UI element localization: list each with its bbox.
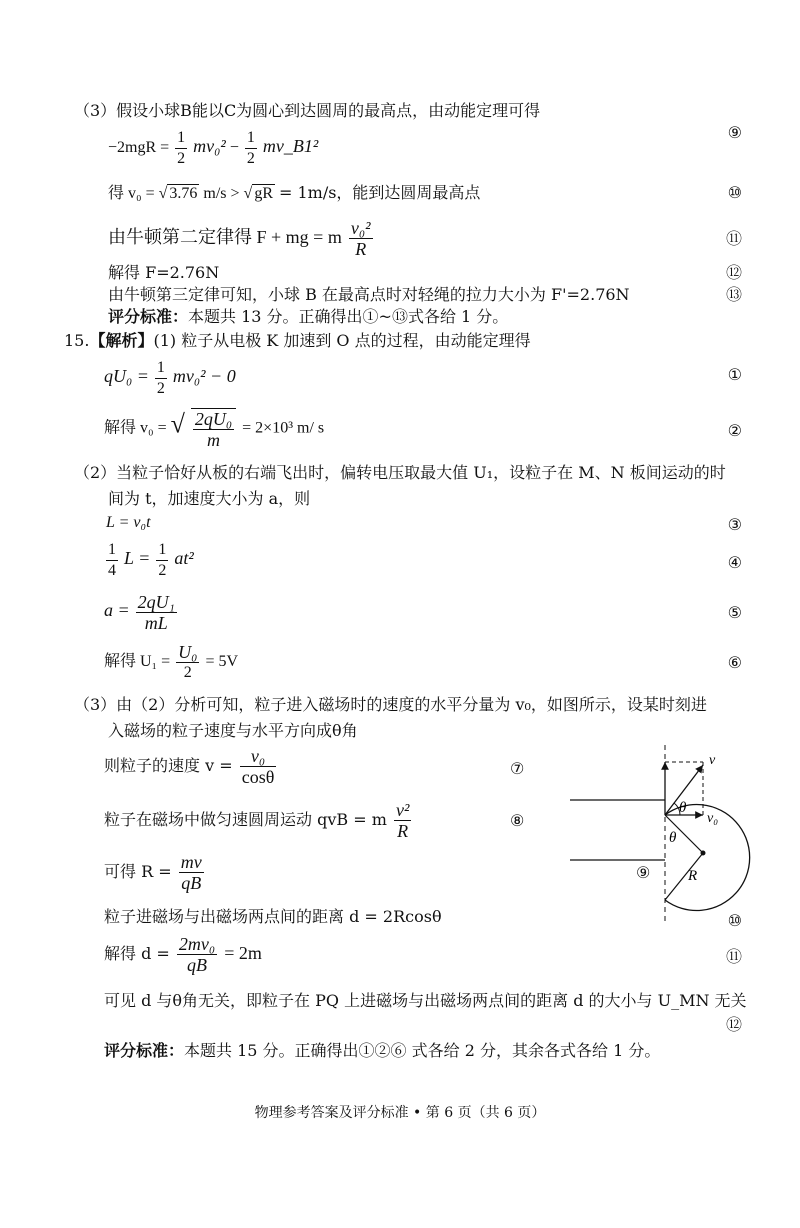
eq9-frac2: $\frac{1}{2}$ xyxy=(246,129,255,167)
eq1-frac: $\frac{1}{2}$ xyxy=(156,359,165,397)
score2-text: 本题共 15 分。正确得出①②⑥ 式各给 2 分，其余各式各给 1 分。 xyxy=(184,1041,661,1060)
eq9-term1: mv₀² xyxy=(193,136,226,157)
eq11b-number: ⑪ xyxy=(725,947,742,966)
eq2-number: ② xyxy=(727,421,742,440)
eq7-lhs: 则粒子的速度 v = xyxy=(104,756,233,775)
eq11-text: 由牛顿第二定律得 F + mg = m xyxy=(108,227,342,247)
magnetic-field-figure xyxy=(560,740,770,940)
eq1-number: ① xyxy=(727,365,742,384)
eq4-equation xyxy=(104,540,194,581)
eq11b-equation xyxy=(104,934,262,975)
eq10-text2: m/s > xyxy=(203,185,240,202)
eq4-mid: L = xyxy=(124,548,151,569)
eq11-frac: $\frac{\text{v₀²}}{R}$ xyxy=(350,218,371,259)
eq2-tail: = 2×10³ m/ s xyxy=(242,419,325,437)
eq8-frac: $\frac{\text{v²}}{R}$ xyxy=(395,800,410,841)
eq4-frac2: $\frac{1}{2}$ xyxy=(158,541,167,579)
eq8-lhs: 粒子在磁场中做匀速圆周运动 qvB = m xyxy=(104,810,387,829)
eq7-frac: $\frac{\text{v₀}}{\cos\theta}$ xyxy=(241,746,275,787)
part2-line2: 间为 t，加速度大小为 a，则 xyxy=(108,489,311,508)
eq2-equation: 解得 v₀ = √ $\frac{\text{2qU₀}}{m}$ = 2×10³ m/ s xyxy=(104,409,325,450)
eq11b-frac: $\frac{\text{2mv₀}}{qB}$ xyxy=(178,934,216,975)
eq11b-lhs: 解得 d = xyxy=(104,944,170,963)
circle-center xyxy=(701,851,706,856)
eq9b-frac: $\frac{mv}{qB}$ xyxy=(180,852,202,893)
eq10b-number: ⑩ xyxy=(727,911,742,930)
eq11-number: ⑪ xyxy=(725,229,742,248)
theta-label-2: θ xyxy=(669,830,677,846)
eq11-equation xyxy=(108,218,375,259)
eq1-equation xyxy=(104,358,236,399)
v-label: v xyxy=(709,753,716,768)
r-label: R xyxy=(688,868,698,884)
eq6-frac: $\frac{\text{U₀}}{2}$ xyxy=(178,642,198,681)
eq8-number: ⑧ xyxy=(510,811,525,830)
eq10-equation: 得 v₀ = √ 3.76 m/s > √ gR = 1m/s，能到达圆周最高点 xyxy=(108,183,481,202)
eq5-equation xyxy=(104,592,179,633)
eq9b-equation xyxy=(104,852,206,893)
eq10-text3: = 1m/s，能到达圆周最高点 xyxy=(278,183,481,202)
eq4-tail: at² xyxy=(174,548,194,569)
eq10-number: ⑩ xyxy=(727,183,742,202)
part3b-line2: 入磁场的粒子速度与水平方向成θ角 xyxy=(108,721,358,740)
eq6-equation xyxy=(104,642,238,683)
eq5-number: ⑤ xyxy=(727,603,742,622)
eq3-text: L = v₀t xyxy=(106,514,151,531)
eq1-tail: mv₀² − 0 xyxy=(172,366,236,387)
v0-label: v₀ xyxy=(707,811,719,826)
eq4-frac1: $\frac{1}{4}$ xyxy=(108,541,116,579)
eq5-lhs: a = xyxy=(104,600,130,621)
eq9-number: ⑨ xyxy=(727,123,742,142)
page-footer: 物理参考答案及评分标准 • 第 6 页（共 6 页） xyxy=(254,1105,546,1121)
conclusion-text: 可见 d 与θ角无关，即粒子在 PQ 上进磁场与出磁场两点间的距离 d 的大小与 U_MN 无关 xyxy=(104,991,747,1010)
eq9-minus: − xyxy=(229,139,239,157)
score1-label: 评分标准： xyxy=(108,307,189,326)
eq3-number: ③ xyxy=(727,515,742,534)
eq12-number: ⑫ xyxy=(725,263,742,282)
theta-label-1: θ xyxy=(679,800,687,816)
eq6-number: ⑥ xyxy=(727,653,742,672)
eq7-equation xyxy=(104,746,278,787)
eq9-equation xyxy=(108,128,318,169)
eq13-number: ⑬ xyxy=(725,285,742,304)
eq9-lhs: −2mgR = xyxy=(108,139,170,157)
q15-number: 15. xyxy=(64,331,90,350)
eq10-root2: gR xyxy=(254,185,273,202)
eq1-lhs: qU₀ = xyxy=(104,366,149,387)
eq12b-number: ⑫ xyxy=(725,1015,742,1034)
score2 xyxy=(104,1040,660,1062)
part2-line1: （2）当粒子恰好从板的右端飞出时，偏转电压取最大值 U₁，设粒子在 M、N 板间运动的时 xyxy=(74,463,726,482)
eq2-lhs: 解得 v₀ = xyxy=(104,419,167,437)
eq4-number: ④ xyxy=(727,553,742,572)
radius-line-2 xyxy=(665,853,703,900)
q15-heading xyxy=(64,330,531,352)
eq7-number: ⑦ xyxy=(510,759,525,778)
eq2-frac: $\frac{\text{2qU₀}}{m}$ xyxy=(191,408,236,450)
eq10b-text: 粒子进磁场与出磁场两点间的距离 d = 2Rcosθ xyxy=(104,907,442,926)
q15-text: (1) 粒子从电极 K 加速到 O 点的过程，由动能定理得 xyxy=(153,331,531,350)
eq13-text: 由牛顿第三定律可知，小球 B 在最高点时对轻绳的拉力大小为 F'=2.76N xyxy=(108,285,630,304)
eq6-tail: = 5V xyxy=(205,653,239,671)
eq9-frac1: $\frac{1}{2}$ xyxy=(177,129,186,167)
eq10-text1: 得 v₀ = xyxy=(108,185,155,202)
eq10-root1: 3.76 xyxy=(169,185,198,202)
eq6-lhs: 解得 U₁ = xyxy=(104,653,171,671)
part3b-line1: （3）由（2）分析可知，粒子进入磁场时的速度的水平分量为 v₀，如图所示，设某时刻进 xyxy=(74,695,707,714)
score1 xyxy=(108,306,508,328)
eq9b-lhs: 可得 R = xyxy=(104,862,172,881)
eq12-text: 解得 F=2.76N xyxy=(108,263,220,282)
score2-label: 评分标准： xyxy=(104,1041,185,1060)
eq11b-tail: = 2m xyxy=(224,943,262,963)
eq8-equation xyxy=(104,800,413,841)
score1-text: 本题共 13 分。正确得出①~⑬式各给 1 分。 xyxy=(188,307,509,326)
eq9b-number: ⑨ xyxy=(636,863,651,882)
eq9-term2: mv_B1² xyxy=(262,136,319,157)
part3-intro: （3）假设小球B能以C为圆心到达圆周的最高点，由动能定理可得 xyxy=(74,101,541,120)
eq5-frac: $\frac{\text{2qU₁}}{mL}$ xyxy=(137,592,175,633)
q15-label: 【解析】 xyxy=(89,331,154,350)
